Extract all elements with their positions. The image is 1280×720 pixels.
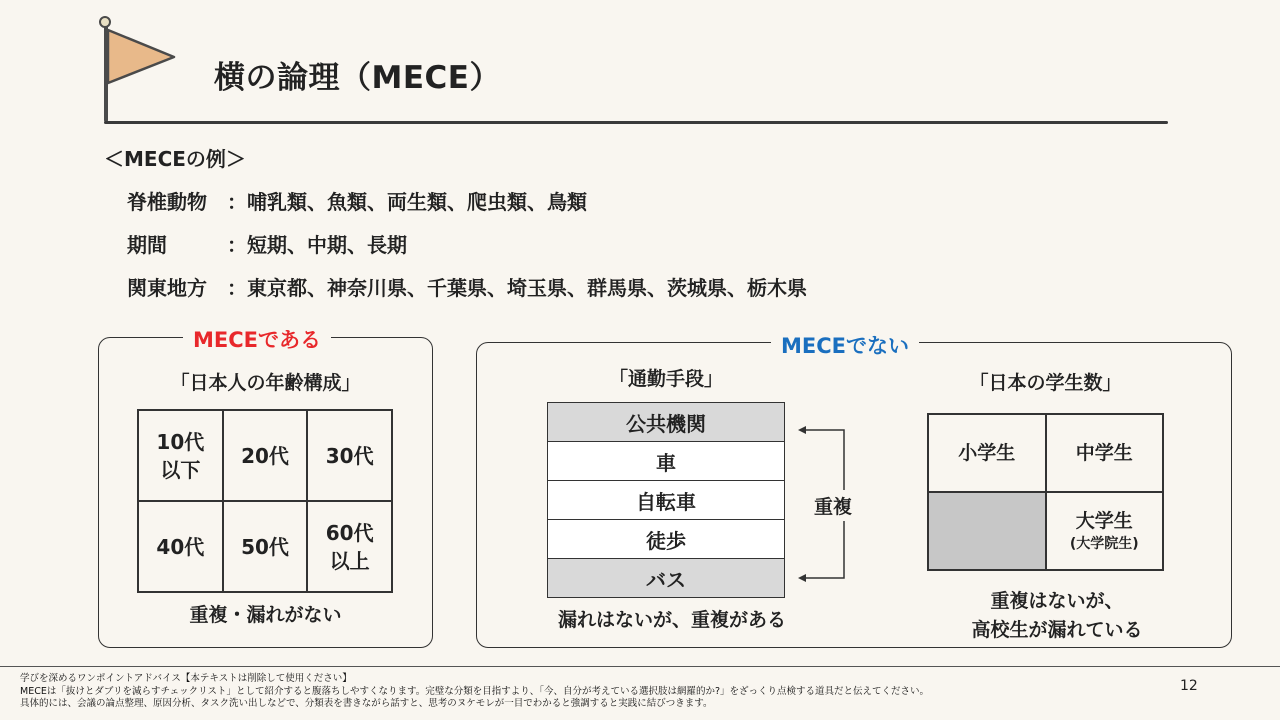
age-cell: 60代 以上 xyxy=(307,501,392,592)
page-title: 横の論理（MECE） xyxy=(214,60,501,96)
flag-icon xyxy=(106,26,178,88)
student-cell: 中学生 xyxy=(1046,414,1164,492)
students-subtitle: 「日本の学生数」 xyxy=(969,372,1122,394)
commute-list xyxy=(547,402,785,598)
title-underline xyxy=(104,121,1168,124)
footer-divider xyxy=(0,666,1280,667)
not-mece-panel-title: MECEでない xyxy=(771,330,919,360)
footer-line: 具体的には、会議の論点整理、原因分析、タスク洗い出しなどで、分類表を書きながら話すと、思考のヌケモレが一目でわかると強調すると実践に結びつきます。 xyxy=(20,698,713,710)
age-cell: 10代 以下 xyxy=(138,410,223,501)
students-grid xyxy=(927,413,1164,571)
students-caption-line1: 重複はないが、 xyxy=(990,590,1124,612)
example-colon: ： xyxy=(227,190,247,214)
page-number: 12 xyxy=(1180,678,1198,694)
commute-item: 徒歩 xyxy=(548,520,784,559)
age-cell: 30代 xyxy=(307,410,392,501)
example-label: 脊椎動物 xyxy=(127,190,207,214)
example-value: 東京都、神奈川県、千葉県、埼玉県、群馬県、茨城県、栃木県 xyxy=(247,276,807,300)
university-label: 大学生 xyxy=(1075,509,1133,532)
student-cell: 小学生 xyxy=(928,414,1046,492)
mece-panel-title: MECEである xyxy=(183,324,331,354)
example-label: 関東地方 xyxy=(127,276,207,300)
overlap-label: 重複 xyxy=(808,490,858,521)
footer-line: 学びを深めるワンポイントアドバイス【本テキストは削除して使用ください】 xyxy=(20,673,352,684)
example-value: 短期、中期、長期 xyxy=(247,233,407,257)
example-heading: ＜MECEの例＞ xyxy=(104,147,246,171)
students-caption-line2: 高校生が漏れている xyxy=(971,619,1143,641)
commute-item: 公共機関 xyxy=(548,403,784,442)
footer-notes xyxy=(20,673,929,711)
age-subtitle: 「日本人の年齢構成」 xyxy=(170,372,361,394)
example-colon: ： xyxy=(227,276,247,300)
footer-line: MECEは「抜けとダブリを減らすチェックリスト」として紹介すると腹落ちしやすくなります。完璧な分類を目指すより、「今、自分が考えている選択肢は網羅的か?」をざっくり点検する道具だと伝えてください。 xyxy=(20,685,930,697)
missing-high-school-cell xyxy=(928,492,1046,570)
example-value: 哺乳類、魚類、両生類、爬虫類、鳥類 xyxy=(247,190,587,214)
age-cell: 50代 xyxy=(223,501,308,592)
age-cell: 40代 xyxy=(138,501,223,592)
example-row xyxy=(127,272,807,301)
example-colon: ： xyxy=(227,233,247,257)
example-row xyxy=(127,186,587,215)
commute-item: 自転車 xyxy=(548,481,784,520)
commute-subtitle: 「通勤手段」 xyxy=(608,368,723,390)
age-grid xyxy=(137,409,393,593)
example-row xyxy=(127,229,407,258)
example-label: 期間 xyxy=(127,233,167,257)
mece-caption: 重複・漏れがない xyxy=(189,604,342,626)
commute-item: 車 xyxy=(548,442,784,481)
university-sub-label: (大学院生) xyxy=(1069,535,1139,552)
age-cell: 20代 xyxy=(223,410,308,501)
commute-caption: 漏れはないが、重複がある xyxy=(557,609,786,631)
student-cell-university xyxy=(1046,492,1164,570)
commute-item: バス xyxy=(548,559,784,597)
